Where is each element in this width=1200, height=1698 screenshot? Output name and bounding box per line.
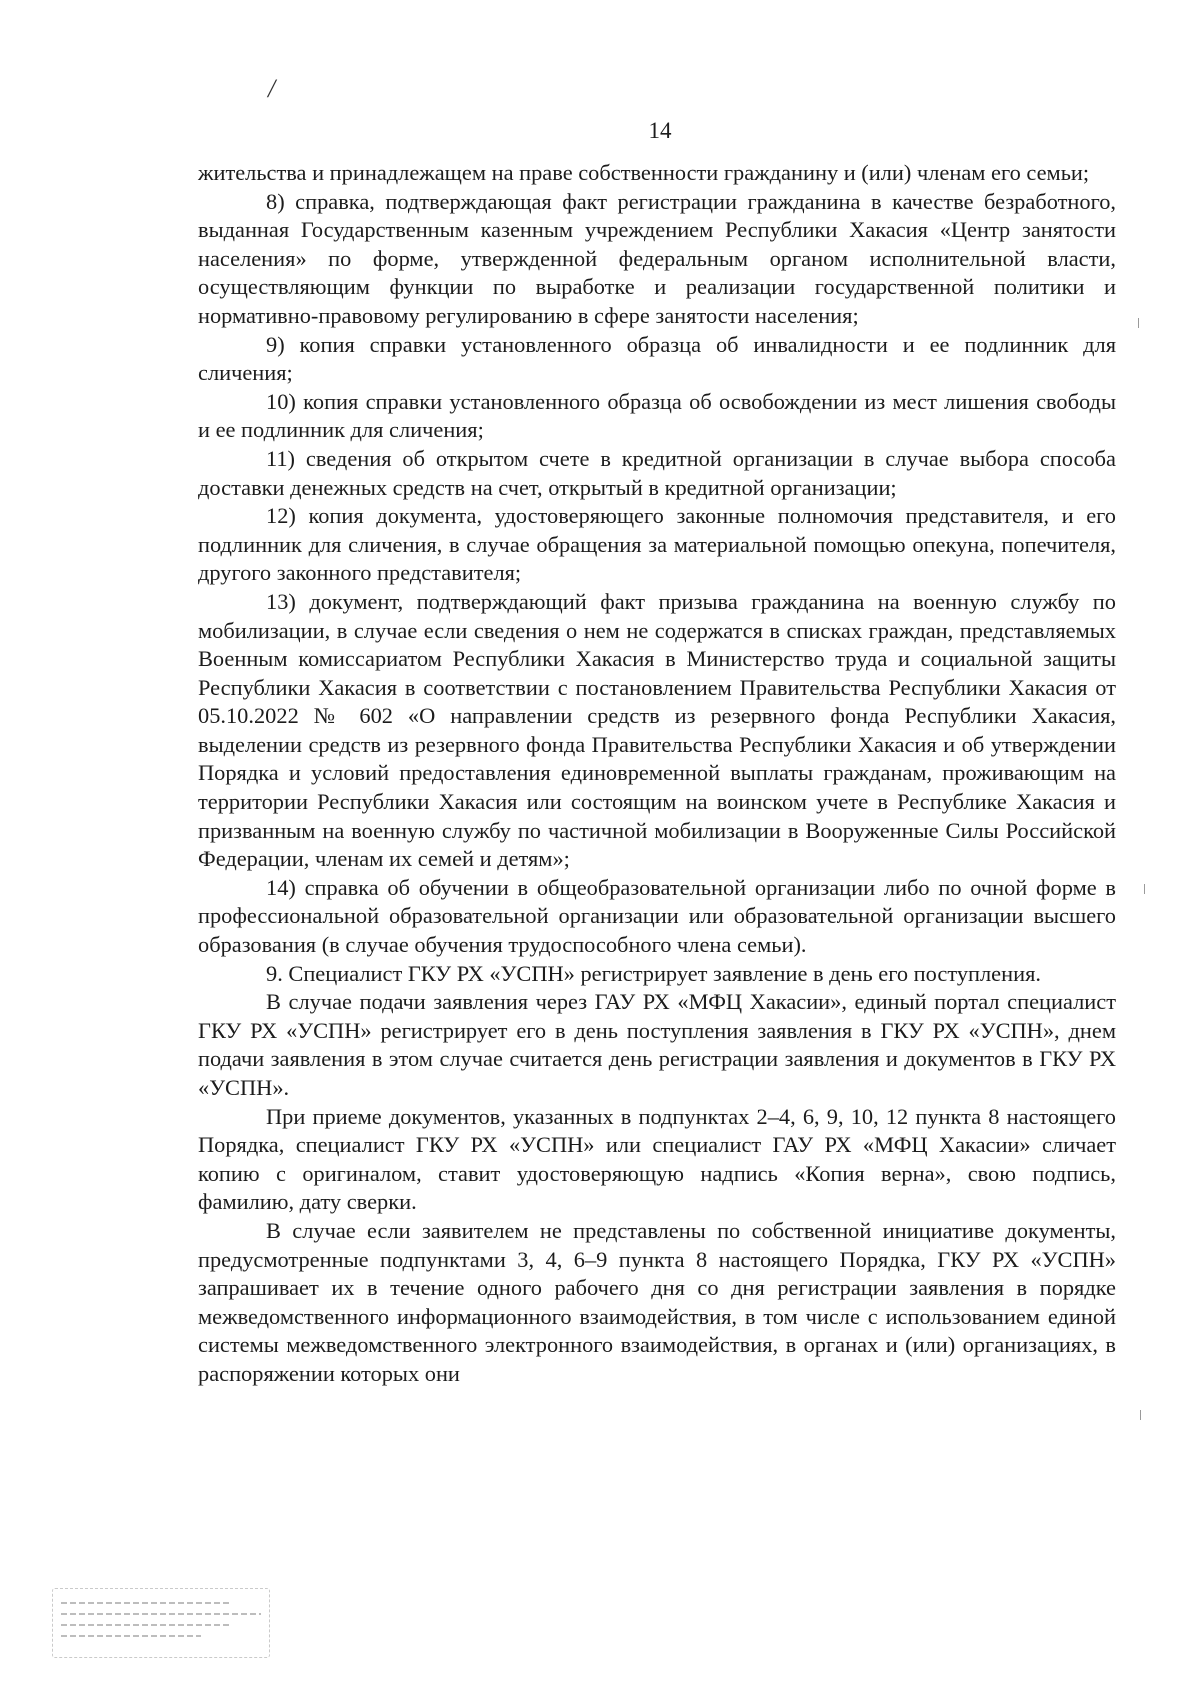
scan-artifact-mark <box>1144 884 1145 894</box>
paragraph-continuation: жительства и принадлежащем на праве собственности гражданину и (или) членам его семьи; <box>198 160 1090 185</box>
paragraph-item-14: 14) справка об обучении в общеобразовательной организации либо по очной форме в профессиональной образовательной организации или образовательной организации высшего образования (в случае обучения трудоспособного члена семьи). <box>198 874 1116 958</box>
paragraph-item-11: 11) сведения об открытом счете в кредитной организации в случае выбора способа доставки денежных средств на счет, открытый в кредитной организации; <box>198 445 1116 500</box>
paragraph-document-verification: При приеме документов, указанных в подпунктах 2–4, 6, 9, 10, 12 пункта 8 настоящего Порядка, специалист ГКУ РХ «УСПН» или специалист ГАУ РХ «МФЦ Хакасии» сличает копию с оригиналом, ставит удостоверяющую надпись «Копия верна», свою подпись, фамилию, дату сверки. <box>198 1103 1116 1215</box>
stamp-line <box>61 1624 231 1626</box>
stamp-line <box>61 1613 261 1615</box>
paragraph-item-8: 8) справка, подтверждающая факт регистрации гражданина в качестве безработного, выданная Государственным казенным учреждением Республики Хакасия «Центр занятости населения» по форме, утвержденной федеральным органом исполнительной власти, осуществляющим функции по выработке и реализации государственной политики и нормативно-правовому регулированию в сфере занятости населения; <box>198 188 1116 328</box>
paragraph-item-10: 10) копия справки установленного образца об освобождении из мест лишения свободы и ее подлинник для сличения; <box>198 388 1116 443</box>
paragraph-item-13: 13) документ, подтверждающий факт призыва гражданина на военную службу по мобилизации, в случае если сведения о нем не содержатся в списках граждан, представляемых Военным комиссариатом Республики Хакасия в Министерство труда и социальной защиты Республики Хакасия в соответствии с постановлением Правительства Республики Хакасия от 05.10.2022 № 602 «О направлении средств из резервного фонда Республики Хакасия, выделении средств из резервного фонда Правительства Республики Хакасия и об утверждении Порядка и условий предоставления единовременной выплаты гражданам, проживающим на территории Республики Хакасия или состоящим на воинском учете в Республике Хакасия и призванным на военную службу по частичной мобилизации в Вооруженные Силы Российской Федерации, членам их семей и детям»; <box>198 588 1116 872</box>
paragraph-interagency-request: В случае если заявителем не представлены по собственной инициативе документы, предусмотренные подпунктами 3, 4, 6–9 пункта 8 настоящего Порядка, ГКУ РХ «УСПН» запрашивает их в течение одного рабочего дня со дня регистрации заявления в порядке межведомственного информационного взаимодействия, в том числе с использованием единой системы межведомственного электронного взаимодействия, в органах и (или) организациях, в распоряжении которых они <box>198 1217 1116 1386</box>
paragraph-mfc-submission: В случае подачи заявления через ГАУ РХ «МФЦ Хакасии», единый портал специалист ГКУ РХ «УСПН» регистрирует его в день поступления заявления в ГКУ РХ «УСПН», днем подачи заявления в этом случае считается день регистрации заявления и документов в ГКУ РХ «УСПН». <box>198 989 1116 1100</box>
faded-stamp <box>52 1588 270 1658</box>
paragraph-item-12: 12) копия документа, удостоверяющего законные полномочия представителя, и его подлинник для сличения, в случае обращения за материальной помощью опекуна, попечителя, другого законного представителя; <box>198 503 1116 586</box>
paragraph-item-9: 9) копия справки установленного образца об инвалидности и ее подлинник для сличения; <box>198 331 1116 386</box>
paragraph-section-9: 9. Специалист ГКУ РХ «УСПН» регистрирует заявление в день его поступления. <box>266 960 1041 986</box>
scan-artifact-mark <box>1138 318 1139 328</box>
page-number: 14 <box>648 118 672 143</box>
document-body <box>198 159 1116 1389</box>
stamp-line <box>61 1602 231 1604</box>
scan-artifact-mark <box>1140 1410 1141 1420</box>
stamp-line <box>61 1635 201 1637</box>
corner-mark: / <box>268 74 276 103</box>
